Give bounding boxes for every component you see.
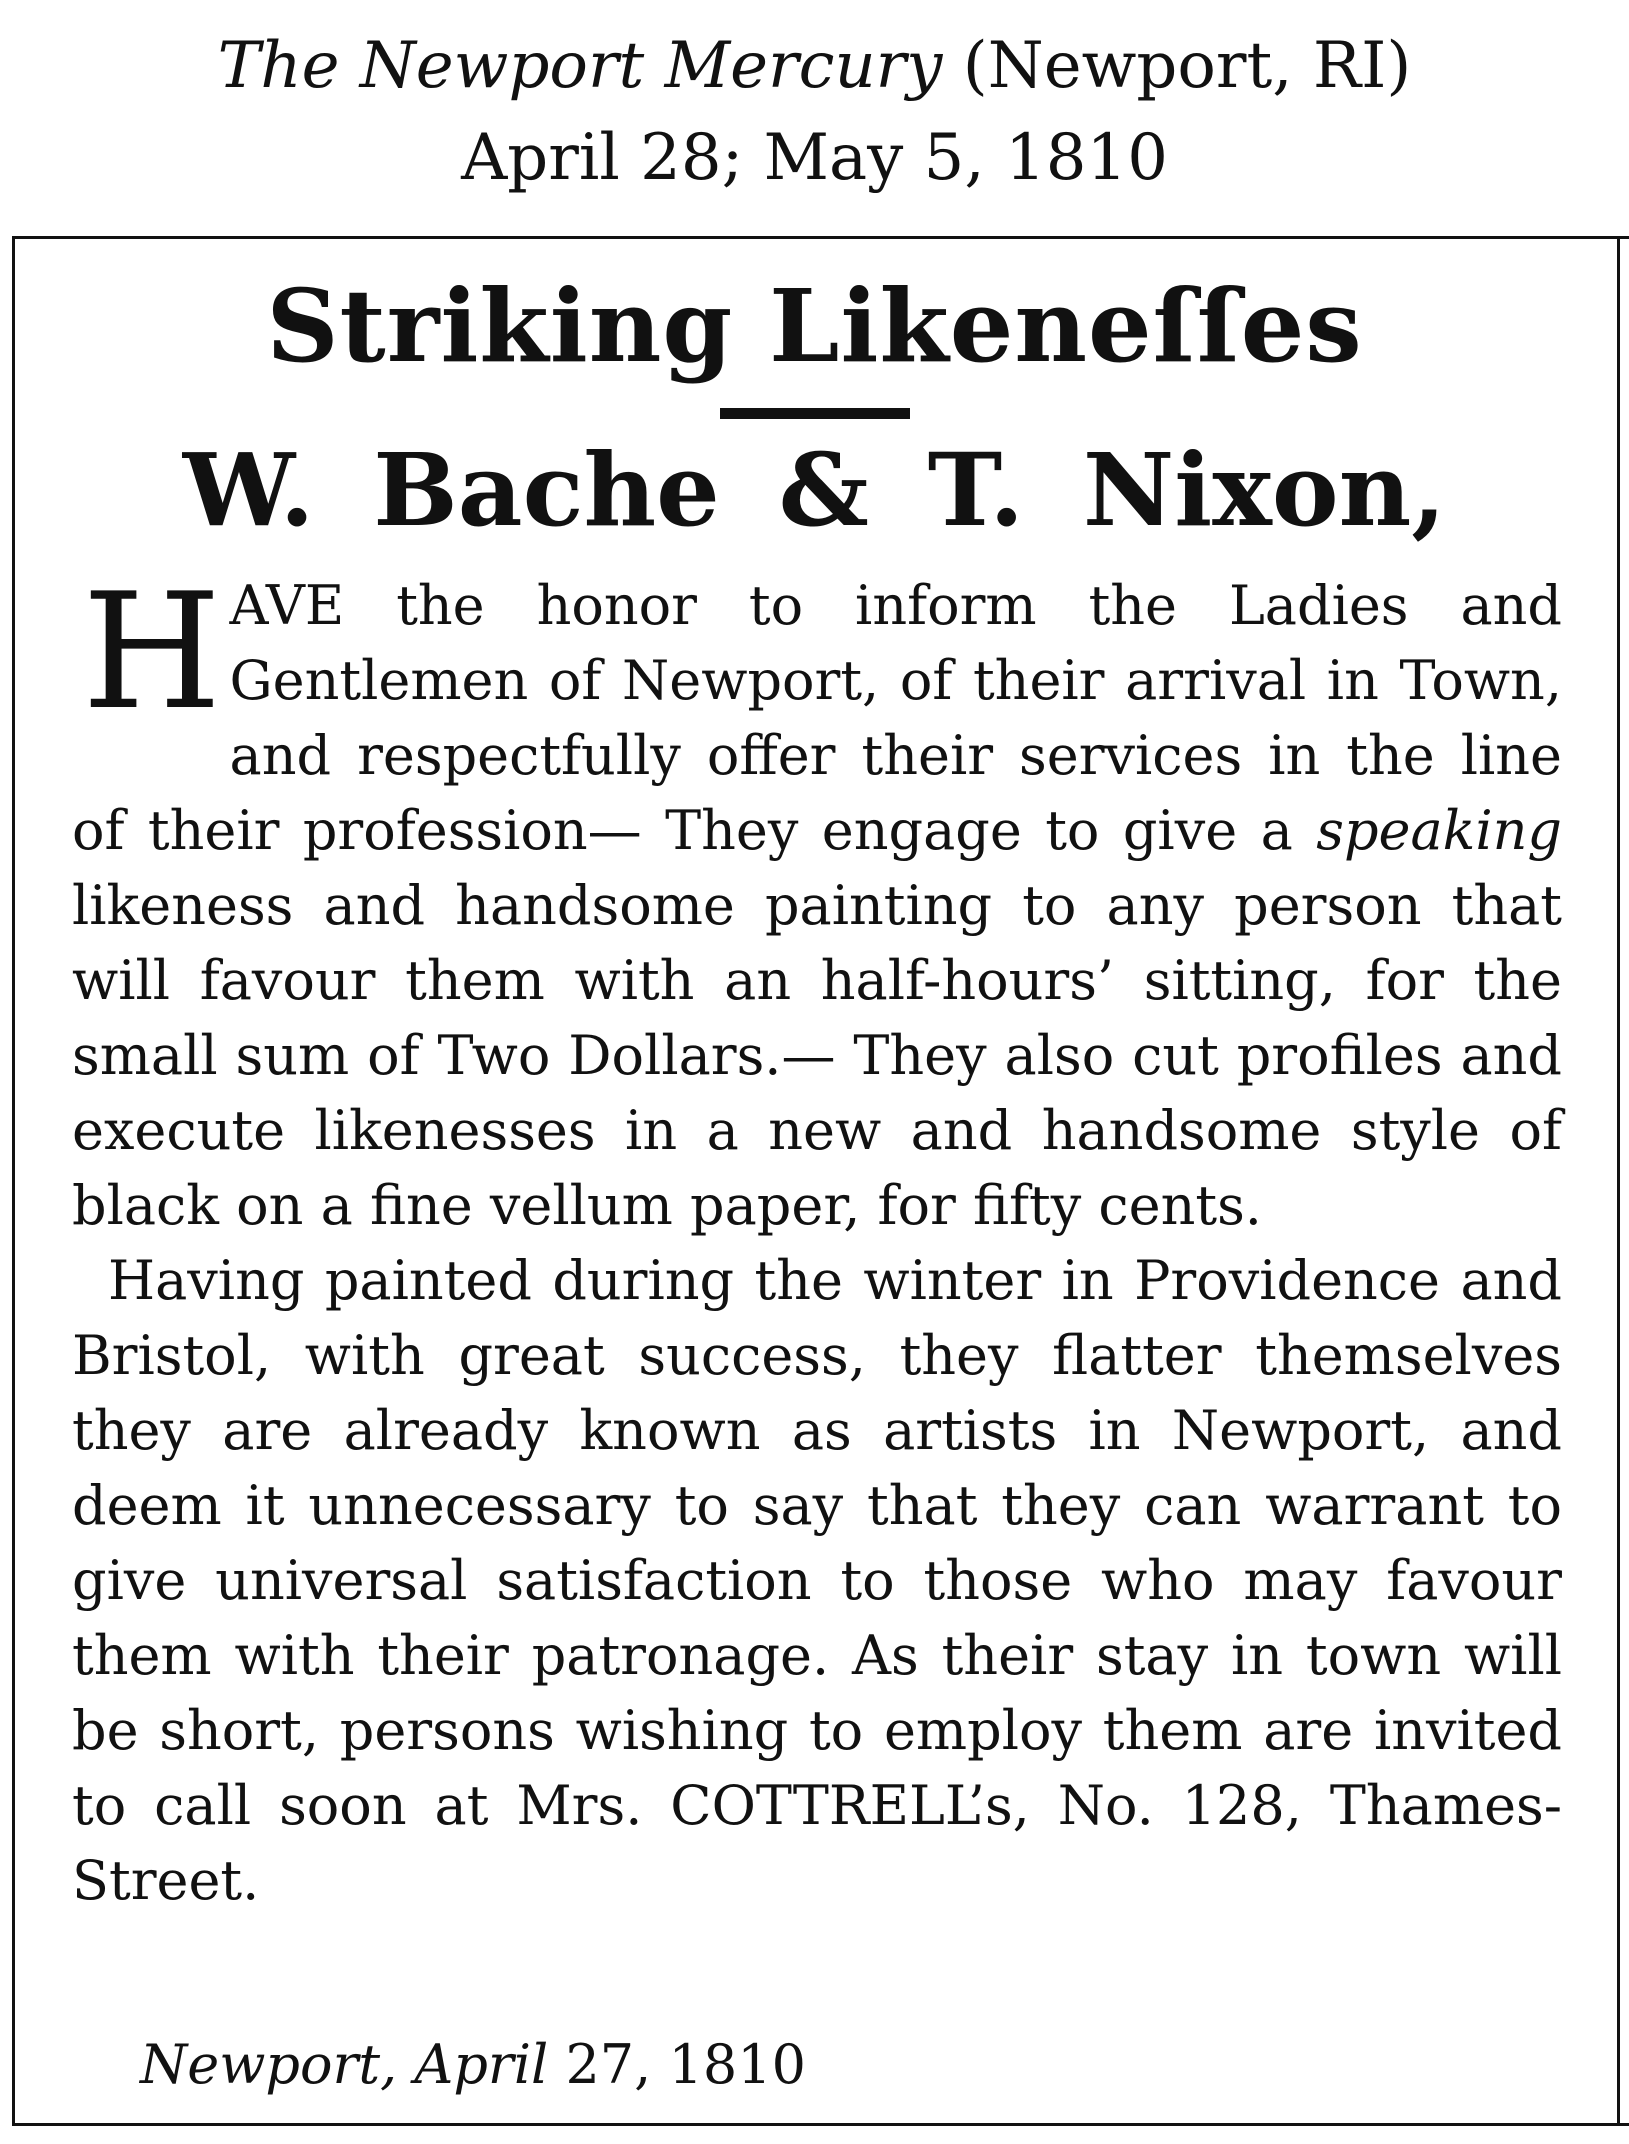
ad-title: Striking Likeneſſes [266, 267, 1363, 385]
frame-edge-top [1620, 236, 1629, 239]
publication-place: (Newport, RI) [962, 29, 1412, 103]
publication-name: The Newport Mercury [217, 29, 943, 103]
title-rule [720, 408, 910, 419]
para1-rest: likeness and handsome painting to any person that will favour them with an half-hours’ sitting, for the small sum of Two Dollars.— They also cut profiles and execute likenesses in a new and handsome style of black on a fine vellum paper, for fifty cents. [72, 874, 1562, 1237]
para1-lead: AVE the honor to inform the Ladies and Gentlemen of Newport, of their arrival in Town, and respectfully offer their services in the line of their profession— They engage to give a [72, 574, 1562, 862]
ad-advertisers: W. Bache & T. Nixon, [182, 431, 1447, 549]
para1-emphasis: speaking [1316, 799, 1563, 862]
dateline [140, 2030, 806, 2100]
drop-cap: H [82, 558, 222, 745]
ad-body [72, 558, 1563, 1918]
frame-edge-bottom [1620, 2123, 1629, 2126]
publication-dates: April 28; May 5, 1810 [461, 121, 1168, 195]
page-header [0, 20, 1629, 204]
ad-paragraph-1 [72, 558, 1563, 1243]
publication-line [0, 20, 1629, 112]
ad-paragraph-2: Having painted during the winter in Providence and Bristol, with great success, they flatter themselves they are already known as artists in Newport, and deem it unnecessary to say that they can warrant to give universal satisfaction to those who may favour them with their patronage. As their stay in town will be short, persons wishing to employ them are invited to call soon at Mrs. COTTRELL’s, No. 128, Thames-Street. [72, 1249, 1562, 1912]
dateline-date: 27, 1810 [565, 2033, 806, 2096]
dateline-place: Newport, April [140, 2033, 549, 2096]
